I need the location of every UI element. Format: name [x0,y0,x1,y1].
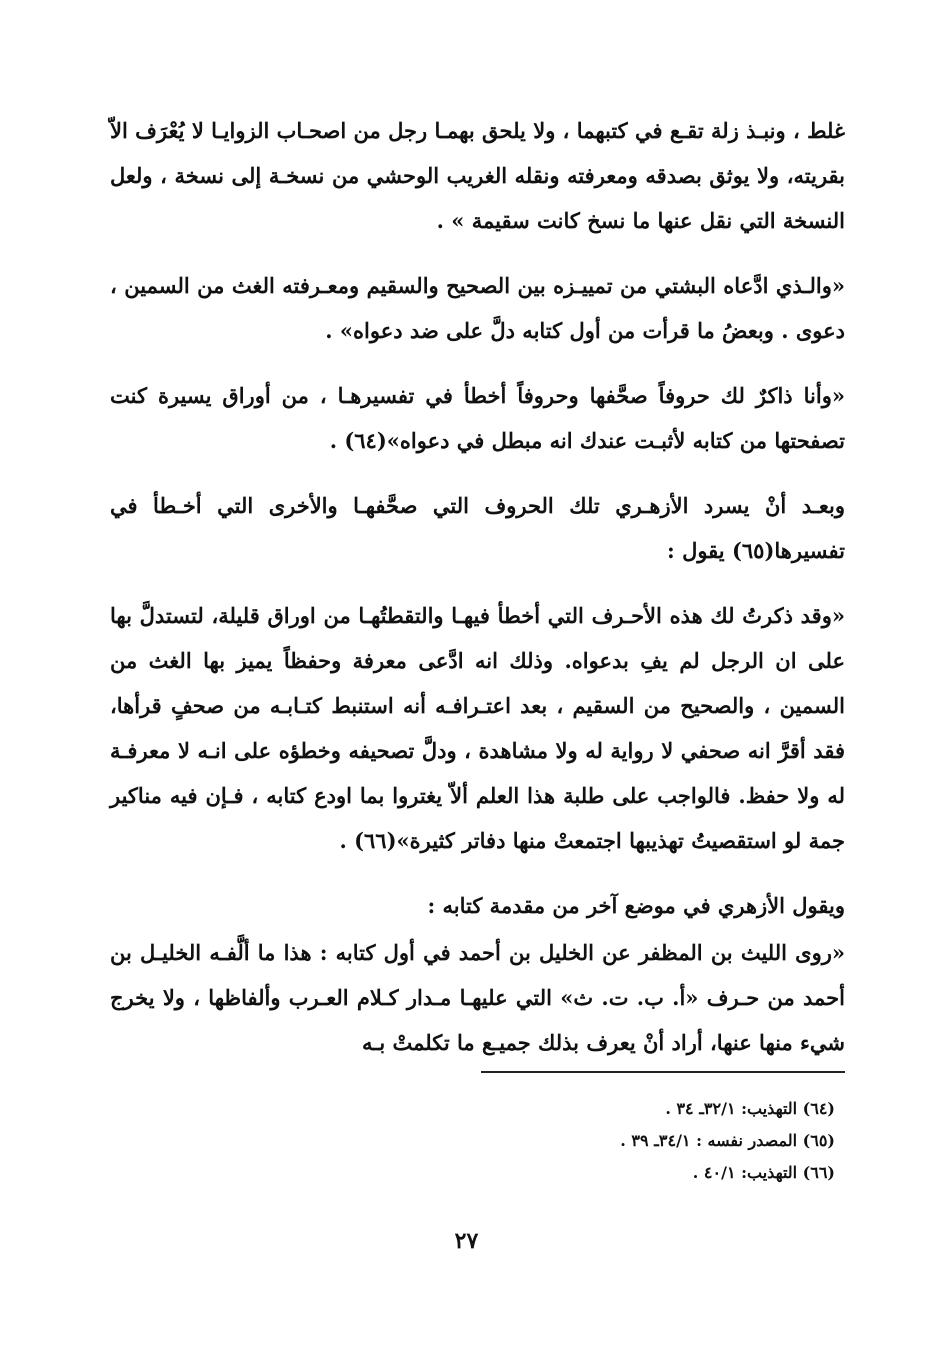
footnote-64: (٦٤) التهذيب: ٣٢/١ـ ٣٤ . [665,1099,835,1118]
paragraph-6: ويقول الأزهري في موضع آخر من مقدمة كتابه : [427,893,845,918]
footnote-divider [481,1071,845,1073]
paragraph-3: «وأنا ذاكرٌ لك حروفاً صحَّفها وحروفاً أخطأ في تفسيرهـا ، من أوراق يسيرة كنت تصفحتها من كتابه لأثبـت عندك انه مبطل في دعواه»(٦٤) . [110,383,845,453]
paragraph-5: «وقد ذكرتُ لك هذه الأحـرف التي أخطأ فيهـا والتقطتُهـا من اوراق قليلة، لتستدلَّ بها على ان الرجل لم يفِ بدعواه. وذلك انه ادَّعى معرفة وحفظاً يميز بها الغث من السمين ، والصحيح من السقيم ، بعد اعتـرافـه أنه استنبط كتـابـه من صحفٍ قرأها، فقد أقرَّ انه صحفي لا رواية له ولا مشاهدة ، ودلَّ تصحيفه وخطؤه على انـه لا معرفـة له ولا حفظ. فالواجب على طلبة هذا العلم ألاّ يغتروا بما اودع كتابه ، فـإن فيه مناكير جمة لو استقصيتُ تهذيبها اجتمعتْ منها دفاتر كثيرة»(٦٦) . [110,603,845,853]
paragraph-4: وبعـد أنْ يسرد الأزهـري تلك الحروف التي صحَّفهـا والأخرى التي أخـطأ في تفسيرها(٦٥) يقول : [110,493,845,563]
paragraph-1: غلط ، ونبـذ زلة تقـع في كتبهما ، ولا يلحق بهمـا رجل من اصحـاب الزوايـا لا يُعْرَف الاّ بقريته، ولا يوثق بصدقه ومعرفته ونقله الغريب الوحشي من نسخـة إلى نسخة ، ولعل النسخة التي نقل عنها ما نسخ كانت سقيمة » . [110,118,845,233]
paragraph-7: «روى الليث بن المظفر عن الخليل بن أحمد في أول كتابه : هذا ما ألَّفـه الخليـل بن أحمد من حـرف «أ. ب. ت. ث» التي عليهـا مـدار كـلام العـرب وألفاظها ، ولا يخرج شيء منها عنها، أراد أنْ يعرف بذلك جميـع ما تكلمتْ بـه [110,940,845,1055]
footnotes [360,1093,835,1189]
footnote-66: (٦٦) التهذيب: ٤٠/١ . [692,1163,835,1182]
page-number: ٢٧ [454,1228,479,1254]
footnote-65: (٦٥) المصدر نفسه : ٣٤/١ـ ٣٩ . [620,1131,835,1150]
main-text [110,108,845,1085]
paragraph-2: «والـذي ادَّعاه البشتي من تمييـزه بين الصحيح والسقيم ومعـرفته الغث من السمين ، دعوى . وبعضُ ما قرأت من أول كتابه دلَّ على ضد دعواه» . [110,273,845,343]
